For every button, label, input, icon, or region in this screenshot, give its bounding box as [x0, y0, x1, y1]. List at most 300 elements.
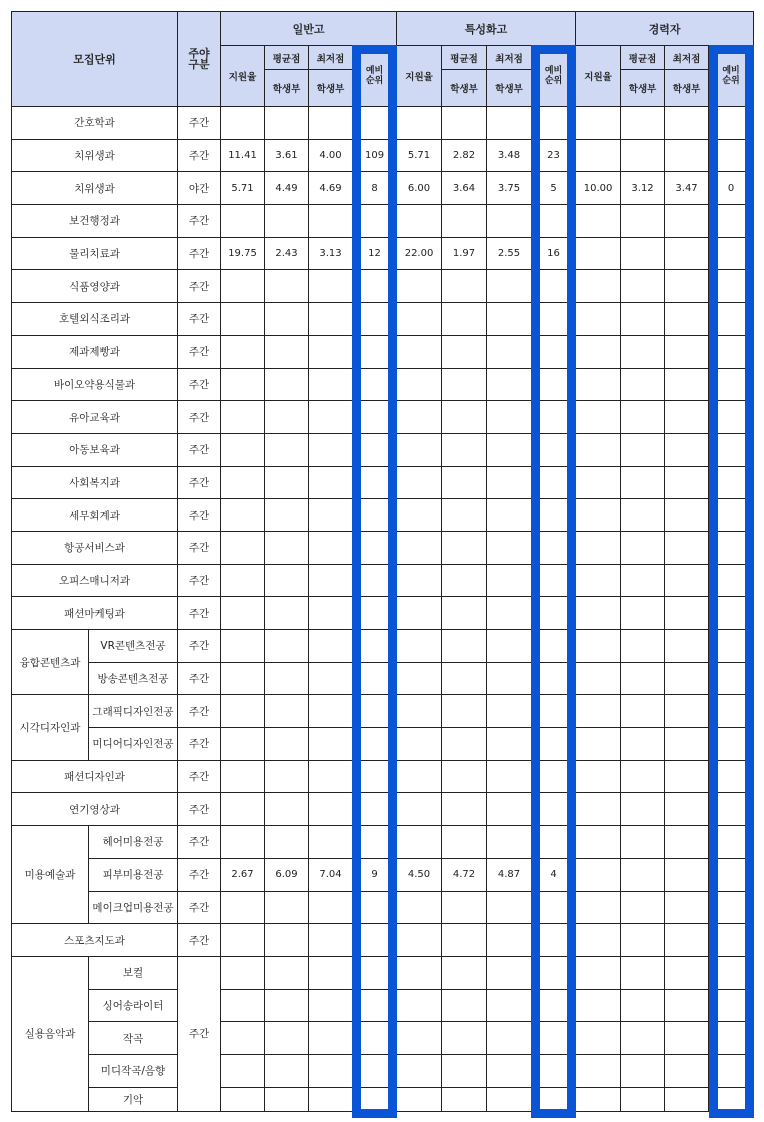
career-avg-cell [621, 270, 665, 303]
major-name: 헤어미용전공 [89, 826, 178, 859]
general-avg-cell [265, 205, 309, 238]
specialized-min-cell [487, 989, 532, 1022]
career-rate-cell [576, 499, 621, 532]
general-rate-cell [221, 1087, 265, 1111]
career-avg-cell [621, 662, 665, 695]
header-record: 학생부 [309, 70, 353, 107]
department-name: 미용예술과 [12, 826, 89, 924]
general-min-cell: 4.69 [309, 172, 353, 205]
career-rank-cell [709, 139, 754, 172]
career-avg-cell [621, 237, 665, 270]
career-rank-cell [709, 630, 754, 663]
career-rate-cell [576, 989, 621, 1022]
shift-type: 주간 [178, 956, 221, 1111]
general-avg-cell: 2.43 [265, 237, 309, 270]
unit-name: 패션마케팅과 [12, 597, 178, 630]
specialized-min-cell [487, 335, 532, 368]
career-min-cell [665, 793, 709, 826]
unit-name: 연기영상과 [12, 793, 178, 826]
specialized-rank-cell [532, 433, 576, 466]
table-row [12, 1087, 754, 1111]
general-rate-cell [221, 1022, 265, 1055]
career-rank-cell [709, 662, 754, 695]
career-rank-cell [709, 891, 754, 924]
header-group-general: 일반고 [221, 12, 397, 46]
career-min-cell [665, 270, 709, 303]
shift-type: 주간 [178, 303, 221, 336]
specialized-min-cell [487, 695, 532, 728]
specialized-avg-cell [442, 205, 487, 238]
career-avg-cell [621, 1087, 665, 1111]
specialized-min-cell [487, 1054, 532, 1087]
specialized-avg-cell [442, 466, 487, 499]
table-row [12, 237, 754, 270]
specialized-rate-cell [397, 956, 442, 989]
career-rate-cell [576, 630, 621, 663]
header-group-specialized: 특성화고 [397, 12, 576, 46]
general-min-cell [309, 760, 353, 793]
header-group-career: 경력자 [576, 12, 754, 46]
career-avg-cell [621, 891, 665, 924]
career-rank-cell [709, 401, 754, 434]
general-rate-cell [221, 891, 265, 924]
specialized-min-cell [487, 531, 532, 564]
specialized-avg-cell [442, 401, 487, 434]
specialized-rate-cell [397, 107, 442, 140]
shift-type: 주간 [178, 760, 221, 793]
specialized-avg-cell [442, 335, 487, 368]
general-rank-cell: 109 [353, 139, 397, 172]
specialized-rank-cell [532, 891, 576, 924]
header-rate: 지원율 [397, 46, 442, 107]
specialized-avg-cell [442, 989, 487, 1022]
table-row [12, 728, 754, 761]
career-rank-cell [709, 107, 754, 140]
specialized-rate-cell [397, 1022, 442, 1055]
specialized-min-cell [487, 891, 532, 924]
specialized-min-cell [487, 303, 532, 336]
table-row [12, 139, 754, 172]
career-min-cell [665, 1022, 709, 1055]
specialized-rank-cell [532, 760, 576, 793]
specialized-rate-cell [397, 793, 442, 826]
shift-type: 주간 [178, 270, 221, 303]
career-rank-cell [709, 531, 754, 564]
table-row [12, 924, 754, 957]
general-min-cell [309, 1087, 353, 1111]
general-min-cell [309, 205, 353, 238]
career-rank-cell [709, 1022, 754, 1055]
major-name: 메이크업미용전공 [89, 891, 178, 924]
table-row [12, 662, 754, 695]
specialized-rank-cell [532, 564, 576, 597]
career-rate-cell [576, 728, 621, 761]
career-rate-cell [576, 1054, 621, 1087]
career-min-cell [665, 237, 709, 270]
career-rate-cell [576, 368, 621, 401]
career-avg-cell [621, 760, 665, 793]
career-rate-cell [576, 924, 621, 957]
career-rate-cell [576, 826, 621, 859]
header-record: 학생부 [665, 70, 709, 107]
specialized-rate-cell [397, 270, 442, 303]
general-rate-cell [221, 662, 265, 695]
unit-name: 패션디자인과 [12, 760, 178, 793]
career-min-cell [665, 531, 709, 564]
career-min-cell [665, 303, 709, 336]
general-avg-cell [265, 597, 309, 630]
general-min-cell [309, 956, 353, 989]
specialized-rate-cell [397, 205, 442, 238]
general-min-cell [309, 728, 353, 761]
department-name: 시각디자인과 [12, 695, 89, 760]
unit-name: 간호학과 [12, 107, 178, 140]
general-min-cell [309, 989, 353, 1022]
general-rate-cell [221, 205, 265, 238]
career-rate-cell [576, 433, 621, 466]
table-row [12, 956, 754, 989]
specialized-rank-cell [532, 662, 576, 695]
department-name: 융합콘텐츠과 [12, 630, 89, 695]
career-rate-cell [576, 205, 621, 238]
general-rank-cell [353, 270, 397, 303]
shift-type: 주간 [178, 662, 221, 695]
career-rank-cell [709, 826, 754, 859]
specialized-min-cell: 3.75 [487, 172, 532, 205]
career-rank-cell [709, 793, 754, 826]
specialized-min-cell [487, 401, 532, 434]
career-min-cell: 3.47 [665, 172, 709, 205]
specialized-avg-cell [442, 891, 487, 924]
header-rate: 지원율 [576, 46, 621, 107]
general-avg-cell [265, 107, 309, 140]
table-row [12, 858, 754, 891]
general-avg-cell [265, 662, 309, 695]
header-avg: 평균점 [442, 46, 487, 70]
general-rate-cell [221, 989, 265, 1022]
career-rate-cell [576, 237, 621, 270]
general-rate-cell [221, 826, 265, 859]
career-min-cell [665, 107, 709, 140]
general-rate-cell [221, 728, 265, 761]
table-row [12, 433, 754, 466]
career-min-cell [665, 139, 709, 172]
specialized-rate-cell [397, 564, 442, 597]
general-avg-cell [265, 270, 309, 303]
general-avg-cell [265, 695, 309, 728]
shift-type: 주간 [178, 630, 221, 663]
career-rate-cell: 10.00 [576, 172, 621, 205]
general-avg-cell [265, 531, 309, 564]
table-row [12, 401, 754, 434]
specialized-rank-cell [532, 989, 576, 1022]
general-rate-cell [221, 531, 265, 564]
specialized-rate-cell [397, 826, 442, 859]
unit-name: 오피스매니저과 [12, 564, 178, 597]
specialized-avg-cell [442, 793, 487, 826]
specialized-avg-cell [442, 1054, 487, 1087]
specialized-avg-cell [442, 303, 487, 336]
general-min-cell: 4.00 [309, 139, 353, 172]
header-rank: 예비 순위 [353, 46, 397, 107]
header-min: 최저점 [309, 46, 353, 70]
table-row [12, 205, 754, 238]
shift-type: 주간 [178, 564, 221, 597]
career-rate-cell [576, 107, 621, 140]
specialized-rank-cell [532, 466, 576, 499]
career-avg-cell [621, 956, 665, 989]
general-rank-cell [353, 499, 397, 532]
general-min-cell [309, 107, 353, 140]
shift-type: 주간 [178, 205, 221, 238]
specialized-rank-cell [532, 368, 576, 401]
general-rank-cell [353, 728, 397, 761]
specialized-rank-cell [532, 205, 576, 238]
general-rank-cell: 8 [353, 172, 397, 205]
general-rank-cell [353, 303, 397, 336]
general-rank-cell [353, 1054, 397, 1087]
general-min-cell [309, 564, 353, 597]
header-min: 최저점 [487, 46, 532, 70]
career-rank-cell: 0 [709, 172, 754, 205]
specialized-min-cell [487, 499, 532, 532]
general-min-cell [309, 891, 353, 924]
unit-name: 치위생과 [12, 139, 178, 172]
specialized-rate-cell [397, 303, 442, 336]
shift-type: 주간 [178, 335, 221, 368]
general-rank-cell [353, 597, 397, 630]
career-avg-cell [621, 924, 665, 957]
shift-type: 주간 [178, 401, 221, 434]
general-min-cell [309, 924, 353, 957]
general-min-cell [309, 793, 353, 826]
specialized-rate-cell [397, 695, 442, 728]
general-avg-cell [265, 335, 309, 368]
career-rank-cell [709, 564, 754, 597]
specialized-min-cell [487, 924, 532, 957]
table-row [12, 466, 754, 499]
table-row [12, 760, 754, 793]
general-rate-cell: 11.41 [221, 139, 265, 172]
shift-type: 야간 [178, 172, 221, 205]
general-rank-cell [353, 433, 397, 466]
general-rate-cell [221, 303, 265, 336]
general-rank-cell [353, 205, 397, 238]
header-rate: 지원율 [221, 46, 265, 107]
header-record: 학생부 [487, 70, 532, 107]
unit-name: 호텔외식조리과 [12, 303, 178, 336]
specialized-rate-cell [397, 531, 442, 564]
specialized-rate-cell [397, 335, 442, 368]
career-rate-cell [576, 858, 621, 891]
specialized-rank-cell: 16 [532, 237, 576, 270]
career-avg-cell [621, 401, 665, 434]
specialized-min-cell: 3.48 [487, 139, 532, 172]
career-rank-cell [709, 858, 754, 891]
unit-name: 스포츠지도과 [12, 924, 178, 957]
major-name: 미디작곡/음향 [89, 1054, 178, 1087]
career-rate-cell [576, 270, 621, 303]
career-rank-cell [709, 924, 754, 957]
general-rank-cell [353, 826, 397, 859]
general-rate-cell [221, 695, 265, 728]
table-row [12, 891, 754, 924]
specialized-rate-cell: 6.00 [397, 172, 442, 205]
general-avg-cell [265, 760, 309, 793]
specialized-min-cell [487, 793, 532, 826]
specialized-rate-cell [397, 924, 442, 957]
career-rank-cell [709, 728, 754, 761]
specialized-avg-cell [442, 662, 487, 695]
table-row [12, 826, 754, 859]
career-rank-cell [709, 1087, 754, 1111]
specialized-min-cell [487, 760, 532, 793]
general-rank-cell [353, 107, 397, 140]
general-avg-cell [265, 728, 309, 761]
career-avg-cell [621, 139, 665, 172]
table-row [12, 1022, 754, 1055]
career-min-cell [665, 760, 709, 793]
specialized-min-cell [487, 270, 532, 303]
major-name: 방송콘텐츠전공 [89, 662, 178, 695]
table-row [12, 531, 754, 564]
general-rank-cell [353, 1087, 397, 1111]
career-rate-cell [576, 662, 621, 695]
general-rank-cell [353, 956, 397, 989]
admission-results-table [11, 11, 754, 1112]
table-row [12, 564, 754, 597]
major-name: 작곡 [89, 1022, 178, 1055]
specialized-avg-cell [442, 1087, 487, 1111]
shift-type: 주간 [178, 368, 221, 401]
career-rank-cell [709, 433, 754, 466]
career-min-cell [665, 401, 709, 434]
career-avg-cell [621, 1054, 665, 1087]
specialized-avg-cell [442, 826, 487, 859]
specialized-rank-cell [532, 1022, 576, 1055]
table-row [12, 335, 754, 368]
career-rate-cell [576, 1087, 621, 1111]
career-avg-cell [621, 564, 665, 597]
specialized-rank-cell [532, 107, 576, 140]
shift-type: 주간 [178, 466, 221, 499]
shift-type: 주간 [178, 826, 221, 859]
unit-name: 제과제빵과 [12, 335, 178, 368]
career-min-cell [665, 368, 709, 401]
general-rank-cell [353, 1022, 397, 1055]
shift-type: 주간 [178, 891, 221, 924]
career-avg-cell [621, 107, 665, 140]
specialized-rate-cell: 22.00 [397, 237, 442, 270]
career-avg-cell [621, 695, 665, 728]
general-avg-cell [265, 564, 309, 597]
general-rate-cell [221, 401, 265, 434]
shift-type: 주간 [178, 531, 221, 564]
unit-name: 식품영양과 [12, 270, 178, 303]
general-rate-cell [221, 466, 265, 499]
major-name: 그래픽디자인전공 [89, 695, 178, 728]
career-rank-cell [709, 237, 754, 270]
specialized-rank-cell [532, 499, 576, 532]
career-min-cell [665, 499, 709, 532]
career-rank-cell [709, 499, 754, 532]
general-rate-cell [221, 564, 265, 597]
specialized-min-cell [487, 107, 532, 140]
general-avg-cell [265, 891, 309, 924]
general-rank-cell [353, 531, 397, 564]
specialized-rank-cell [532, 1087, 576, 1111]
career-avg-cell [621, 499, 665, 532]
career-avg-cell [621, 205, 665, 238]
general-rate-cell [221, 433, 265, 466]
specialized-rank-cell [532, 793, 576, 826]
general-rate-cell [221, 924, 265, 957]
general-rank-cell [353, 695, 397, 728]
career-min-cell [665, 891, 709, 924]
table-row [12, 499, 754, 532]
shift-type: 주간 [178, 433, 221, 466]
general-avg-cell [265, 1087, 309, 1111]
general-avg-cell [265, 1022, 309, 1055]
specialized-avg-cell [442, 956, 487, 989]
table-row [12, 597, 754, 630]
specialized-rate-cell [397, 630, 442, 663]
major-name: 피부미용전공 [89, 858, 178, 891]
specialized-avg-cell [442, 270, 487, 303]
general-avg-cell [265, 401, 309, 434]
header-record: 학생부 [265, 70, 309, 107]
career-min-cell [665, 205, 709, 238]
specialized-avg-cell: 1.97 [442, 237, 487, 270]
specialized-min-cell: 2.55 [487, 237, 532, 270]
specialized-avg-cell: 3.64 [442, 172, 487, 205]
header-min: 최저점 [665, 46, 709, 70]
general-avg-cell [265, 368, 309, 401]
specialized-avg-cell [442, 695, 487, 728]
career-min-cell [665, 466, 709, 499]
unit-name: 물리치료과 [12, 237, 178, 270]
career-rank-cell [709, 368, 754, 401]
career-avg-cell [621, 728, 665, 761]
specialized-rank-cell [532, 303, 576, 336]
specialized-avg-cell [442, 499, 487, 532]
specialized-rate-cell [397, 433, 442, 466]
career-avg-cell [621, 630, 665, 663]
career-min-cell [665, 335, 709, 368]
career-rank-cell [709, 956, 754, 989]
career-rank-cell [709, 760, 754, 793]
general-rate-cell [221, 956, 265, 989]
unit-name: 아동보육과 [12, 433, 178, 466]
general-rate-cell [221, 107, 265, 140]
table-row [12, 1054, 754, 1087]
specialized-rate-cell [397, 760, 442, 793]
specialized-rate-cell [397, 989, 442, 1022]
general-min-cell: 7.04 [309, 858, 353, 891]
career-rate-cell [576, 1022, 621, 1055]
career-avg-cell [621, 597, 665, 630]
career-rank-cell [709, 205, 754, 238]
specialized-rate-cell [397, 597, 442, 630]
header-record: 학생부 [621, 70, 665, 107]
specialized-avg-cell: 2.82 [442, 139, 487, 172]
career-rank-cell [709, 989, 754, 1022]
career-min-cell [665, 662, 709, 695]
general-rank-cell [353, 989, 397, 1022]
specialized-avg-cell [442, 760, 487, 793]
general-rank-cell [353, 368, 397, 401]
specialized-avg-cell [442, 564, 487, 597]
